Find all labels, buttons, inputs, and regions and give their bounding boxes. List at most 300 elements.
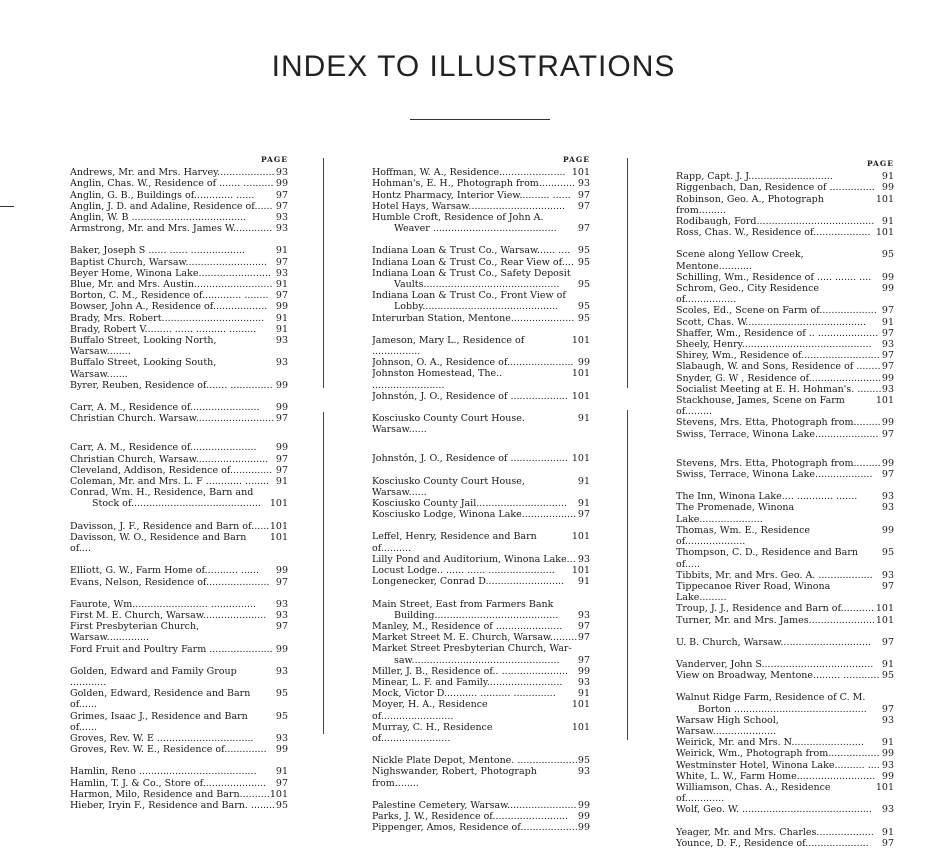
entry-text: Grimes, Isaac J., Residence and Barn of...... — [70, 710, 248, 733]
entry-text: Wolf, Geo. W. ........................................... — [676, 804, 872, 816]
index-entry — [70, 413, 288, 424]
entry-text: Humble Croft, Residence of John A. — [372, 212, 544, 224]
entry-text: Schrom, Geo., City Residence of................. — [676, 283, 820, 306]
entry-text: Palestine Cemetery, Warsaw....................... — [372, 799, 577, 811]
entry-text: Yeager, Mr. and Mrs. Charles................... — [676, 826, 874, 838]
page-number: 99 — [881, 372, 894, 384]
entry-text: Elliott, G. W., Farm Home of........... ...... — [70, 565, 259, 577]
index-entry — [676, 429, 894, 440]
index-entry — [70, 521, 288, 532]
index-entry — [70, 201, 288, 212]
entry-text: Bowser, John A., Residence of.................. — [70, 301, 268, 313]
page-column-label: PAGE — [260, 155, 288, 164]
entry-text: Cleveland, Addison, Residence of.............. — [70, 464, 273, 476]
entry-text: Main Street, East from Farmers Bank — [372, 598, 554, 610]
section-break — [676, 440, 894, 458]
page-number: 97 — [275, 777, 288, 789]
index-entry — [70, 565, 288, 576]
page-number: 97 — [881, 837, 894, 849]
page-number: 97 — [881, 305, 894, 317]
index-entry — [676, 305, 894, 316]
index-entry — [372, 279, 590, 290]
page-number: 97 — [881, 361, 894, 373]
index-entry — [676, 272, 894, 283]
page-number: 91 — [881, 658, 894, 670]
page-number: 97 — [881, 428, 894, 440]
page-number: 91 — [577, 576, 590, 588]
index-entry — [372, 766, 590, 788]
page-number: 91 — [275, 476, 288, 488]
index-entry — [676, 804, 894, 815]
page-number: 101 — [875, 603, 894, 615]
entry-text: Buffalo Street, Looking South, Warsaw....... — [70, 357, 217, 380]
index-entry — [372, 811, 590, 822]
entry-text: Rapp, Capt. J. J............................ — [676, 171, 833, 183]
entry-text: Nighswander, Robert, Photograph from........ — [372, 766, 537, 789]
index-entry — [372, 688, 590, 699]
index-entry — [676, 216, 894, 227]
page-number: 99 — [881, 182, 894, 194]
index-entry — [676, 350, 894, 361]
index-entry — [676, 395, 894, 417]
page-number: 93 — [275, 267, 288, 279]
entry-text: Kosciusko County Court House. Warsaw...... — [372, 413, 525, 436]
entry-text: Weirick, Wm., Photograph from................. — [676, 748, 880, 760]
entry-text: Slabaugh, W. and Sons, Residence of ........ — [676, 361, 881, 373]
entry-gap — [372, 465, 590, 476]
entry-text: View on Broadway, Mentone......... ............ — [676, 670, 880, 682]
page-number: 95 — [275, 710, 288, 722]
index-entry — [70, 577, 288, 588]
entry-gap — [676, 681, 894, 692]
entry-text: Pippenger, Amos, Residence of................... — [372, 822, 578, 834]
entry-text: Groves, Rev. W. E., Residence of.............. — [70, 744, 267, 756]
index-entry — [70, 290, 288, 301]
entry-text: Johnstón, J. O., Residence of ................... — [372, 453, 568, 465]
index-entry — [70, 357, 288, 379]
index-entry — [676, 384, 894, 395]
entry-text: Turner, Mr. and Mrs. James...................... — [676, 614, 876, 626]
index-entry — [372, 576, 590, 587]
page-number: 91 — [275, 312, 288, 324]
page-number: 99 — [881, 271, 894, 283]
entry-text: First Presbyterian Church, Warsaw.............. — [70, 621, 200, 644]
index-entry — [70, 442, 288, 453]
index-entry — [676, 249, 894, 271]
entry-text: Nickle Plate Depot, Mentone. .................... — [372, 755, 578, 767]
index-entry — [676, 491, 894, 502]
entry-gap — [676, 626, 894, 637]
index-entry — [676, 782, 894, 804]
index-entry — [372, 201, 590, 212]
page-number: 97 — [275, 290, 288, 302]
entry-text: Andrews, Mr. and Mrs. Harvey................... — [70, 167, 275, 179]
page-number: 91 — [881, 171, 894, 183]
page-number: 97 — [275, 453, 288, 465]
index-entry — [70, 621, 288, 643]
page-number: 97 — [275, 256, 288, 268]
index-entry — [372, 655, 590, 666]
page-number: 95 — [881, 249, 894, 261]
column-divider — [323, 158, 324, 388]
entry-text: Williamson, Chas. A., Residence of............. — [676, 781, 831, 805]
entry-text: Stackhouse, James, Scene on Farm of......... — [676, 395, 845, 418]
index-entry — [372, 167, 590, 178]
index-entry — [372, 666, 590, 677]
index-entry — [372, 509, 590, 520]
entry-text: Byrer, Reuben, Residence of....... .............. — [70, 379, 273, 391]
section-break — [372, 435, 590, 453]
index-entry — [676, 227, 894, 238]
index-entry — [372, 335, 590, 357]
entry-text: Shaffer, Wm., Residence of .. .................... — [676, 327, 879, 339]
entry-text: Hotel Hays, Warsaw................................ — [372, 200, 566, 212]
column-divider — [627, 410, 628, 740]
page-number: 91 — [577, 688, 590, 700]
page-number: 93 — [275, 609, 288, 621]
index-entry — [372, 554, 590, 565]
index-entry — [676, 525, 894, 547]
entry-text: Thomas, Wm. E., Residence of.................... — [676, 524, 811, 548]
index-entry — [676, 659, 894, 670]
index-entry — [372, 268, 590, 279]
page-number: 101 — [269, 498, 288, 510]
page-number: 99 — [577, 799, 590, 811]
page-number: 101 — [269, 788, 288, 800]
entry-text: Christian Church, Warsaw........................ — [70, 453, 269, 465]
page-number: 97 — [275, 621, 288, 633]
page-number: 93 — [881, 491, 894, 503]
index-entry — [676, 283, 894, 305]
section-break — [70, 424, 288, 442]
index-entry — [372, 212, 590, 223]
entry-text: Borton, C. M., Residence of............. ........ — [70, 290, 269, 302]
entry-text: Snyder, G. W , Residence of........................ — [676, 372, 882, 384]
index-entry — [676, 171, 894, 182]
index-entry — [676, 361, 894, 372]
entry-text: Indiana Loan & Trust Co., Warsaw...... .... — [372, 245, 571, 257]
page-number: 99 — [881, 524, 894, 536]
index-entry — [676, 715, 894, 737]
entry-text: Golden, Edward, Residence and Barn of...... — [70, 688, 251, 711]
index-entry — [70, 711, 288, 733]
page-number: 91 — [881, 737, 894, 749]
page-number: 101 — [269, 520, 288, 532]
entry-text: Schilling, Wm., Residence of ..... ....... .... — [676, 271, 872, 283]
entry-text: Hoffman, W. A., Residence...................... — [372, 167, 566, 179]
entry-text: Tibbits, Mr. and Mrs. Geo. A. .................. — [676, 569, 873, 581]
entry-text: Leffel, Henry, Residence and Barn of.......... — [372, 531, 537, 554]
page-number: 99 — [881, 417, 894, 429]
page-number: 97 — [881, 703, 894, 715]
index-entry — [70, 335, 288, 357]
entry-text: Carr, A. M., Residence of...................... — [70, 442, 257, 454]
index-column-2 — [372, 154, 590, 833]
index-entry — [676, 182, 894, 193]
page-number: 91 — [275, 766, 288, 778]
index-entry — [70, 167, 288, 178]
entry-gap — [70, 554, 288, 565]
index-entry — [70, 766, 288, 777]
index-entry — [70, 733, 288, 744]
entry-text: Baptist Church, Warsaw........................... — [70, 256, 268, 268]
index-entry — [70, 223, 288, 234]
page-number: 93 — [577, 609, 590, 621]
index-entry — [70, 190, 288, 201]
index-entry — [676, 469, 894, 480]
page-number: 97 — [577, 509, 590, 521]
index-entry — [676, 194, 894, 216]
page-number: 93 — [275, 665, 288, 677]
page-number: 97 — [275, 413, 288, 425]
index-entry — [70, 599, 288, 610]
index-entry — [676, 771, 894, 782]
page-number: 93 — [275, 732, 288, 744]
index-entry — [372, 178, 590, 189]
page-number: 99 — [881, 770, 894, 782]
index-entry — [70, 666, 288, 688]
entry-text: Ford Fruit and Poultry Farm ..................... — [70, 643, 273, 655]
page-number: 97 — [881, 580, 894, 592]
page-number: 91 — [577, 498, 590, 510]
entry-text: Brady, Robert V......... ...... .......... ......... — [70, 323, 257, 335]
entry-text: Socialist Meeting at E. H. Hohman's. ........ — [676, 383, 882, 395]
margin-mark — [0, 206, 14, 207]
entry-text: Evans, Nelson, Residence of..................... — [70, 576, 270, 588]
index-entry — [70, 178, 288, 189]
entry-text: Murray, C. H., Residence of....................... — [372, 721, 493, 744]
index-entry — [70, 279, 288, 290]
entry-text: Hamlin, T. J. & Co., Store of..................... — [70, 777, 267, 789]
page-number: 97 — [577, 632, 590, 644]
entry-gap — [676, 238, 894, 249]
index-entry — [70, 644, 288, 655]
index-entry — [70, 789, 288, 800]
page-number: 93 — [275, 357, 288, 369]
entry-text: Lobby............................................. — [394, 301, 559, 313]
index-entry — [676, 760, 894, 771]
page-number: 91 — [275, 279, 288, 291]
index-entry — [70, 324, 288, 335]
entry-text: White, L. W., Farm Home.......................... — [676, 770, 876, 782]
page-number: 97 — [577, 654, 590, 666]
entry-gap — [70, 655, 288, 666]
index-entry — [372, 621, 590, 632]
entry-text: Hieber, Iryin F., Residence and Barn. ........ — [70, 799, 276, 811]
index-entry — [70, 380, 288, 391]
page-number: 97 — [881, 636, 894, 648]
entry-text: Tippecanoe River Road, Winona Lake......... — [676, 580, 831, 604]
entry-text: Locust Lodge.. ...... ...... ...................... — [372, 565, 555, 577]
entry-text: Davisson, J. F., Residence and Barn of...... — [70, 520, 270, 532]
index-entry — [372, 357, 590, 368]
page-number: 99 — [881, 748, 894, 760]
page-number: 95 — [275, 799, 288, 811]
index-entry — [372, 531, 590, 553]
page-number: 99 — [577, 357, 590, 369]
index-entry — [676, 615, 894, 626]
page-number: 95 — [577, 245, 590, 257]
page-title: INDEX TO ILLUSTRATIONS — [271, 50, 676, 83]
page-number: 101 — [571, 531, 590, 543]
index-column-1 — [70, 154, 288, 811]
page-number: 95 — [577, 755, 590, 767]
page-number: 97 — [275, 464, 288, 476]
entry-text: Thompson, C. D., Residence and Barn of..... — [676, 547, 858, 570]
page-number: 99 — [881, 283, 894, 295]
index-entry — [372, 368, 590, 390]
entry-text: Carr, A. M., Residence of....................... — [70, 402, 260, 414]
entry-text: Miller, J. B., Residence of.. ...................... — [372, 665, 569, 677]
index-entry — [676, 570, 894, 581]
entry-gap — [372, 744, 590, 755]
index-entry — [70, 476, 288, 487]
page-number: 91 — [881, 216, 894, 228]
page-number: 93 — [881, 569, 894, 581]
entry-gap — [70, 234, 288, 245]
entry-text: Davisson, W. O., Residence and Barn of.... — [70, 531, 247, 555]
entry-text: Johnston Homestead, The.. ........................ — [372, 368, 503, 391]
index-column-3 — [676, 158, 894, 849]
index-entry — [70, 532, 288, 554]
index-entry — [676, 737, 894, 748]
entry-text: Lilly Pond and Auditorium, Winona Lake... — [372, 553, 576, 565]
page-number: 97 — [577, 200, 590, 212]
page-number: 93 — [577, 676, 590, 688]
index-entry — [70, 402, 288, 413]
page-number: 101 — [571, 334, 590, 346]
index-entry — [676, 339, 894, 350]
page-number: 99 — [275, 301, 288, 313]
entry-text: Anglin, J. D. and Adaline, Residence of...... — [70, 200, 273, 212]
entry-gap — [372, 324, 590, 335]
entry-text: Shirey, Wm., Residence of.......................... — [676, 350, 880, 362]
index-entry — [676, 373, 894, 384]
page-number: 93 — [275, 223, 288, 235]
page-number: 101 — [875, 227, 894, 239]
entry-text: Walnut Ridge Farm, Residence of C. M. — [676, 692, 866, 704]
entry-gap — [70, 755, 288, 766]
index-entry — [372, 223, 590, 234]
page-number: 97 — [275, 189, 288, 201]
index-entry — [676, 317, 894, 328]
page-column-label: PAGE — [562, 155, 590, 164]
entry-text: Groves, Rev. W. E ................................ — [70, 732, 254, 744]
index-entry — [372, 755, 590, 766]
entry-text: Indiana Loan & Trust Co., Safety Deposit — [372, 267, 571, 279]
page-number: 99 — [577, 822, 590, 834]
entry-gap — [372, 402, 590, 413]
page-number: 97 — [275, 576, 288, 588]
entry-gap — [676, 480, 894, 491]
page-number: 93 — [577, 178, 590, 190]
page-number: 101 — [571, 167, 590, 179]
index-entry — [70, 268, 288, 279]
page-number: 95 — [881, 670, 894, 682]
index-entry — [372, 257, 590, 268]
entry-text: Faurote, Wm......................... ............... — [70, 598, 257, 610]
entry-gap — [372, 234, 590, 245]
entry-text: Beyer Home, Winona Lake........................ — [70, 267, 271, 279]
index-entry — [372, 453, 590, 464]
entry-text: Parks, J. W., Residence of......................... — [372, 810, 568, 822]
index-entry — [372, 498, 590, 509]
entry-text: The Inn, Winona Lake.... ............ ....... — [676, 491, 858, 503]
page-number: 99 — [275, 379, 288, 391]
entry-text: Anglin, G. B., Buildings of............. ...... — [70, 189, 255, 201]
page-number: 93 — [881, 804, 894, 816]
entry-gap — [70, 588, 288, 599]
entry-text: Market Street Presbyterian Church, War- — [372, 643, 572, 655]
entry-text: Kosciusko County Court House, Warsaw...... — [372, 475, 525, 498]
entry-text: Conrad, Wm. H., Residence, Barn and — [70, 487, 254, 499]
entry-text: First M. E. Church, Warsaw..................... — [70, 609, 267, 621]
page-number: 101 — [571, 368, 590, 380]
entry-text: Ross, Chas. W., Residence of................... — [676, 227, 871, 239]
entry-text: Scene along Yellow Creek, Mentone........... — [676, 249, 804, 272]
entry-text: Jameson, Mary L., Residence of ................ — [372, 334, 525, 358]
index-entry — [372, 290, 590, 301]
index-entry — [676, 581, 894, 603]
entry-text: Warsaw High School, Warsaw..................... — [676, 714, 779, 737]
index-entry — [70, 301, 288, 312]
entry-text: Mock, Victor D........... .......... .............. — [372, 688, 556, 700]
entry-text: Anglin, Chas. W., Residence of ....... .......... — [70, 178, 274, 190]
entry-text: Stevens, Mrs. Etta, Photograph from......... — [676, 457, 881, 469]
page-number: 95 — [275, 688, 288, 700]
index-entry — [372, 722, 590, 744]
entry-text: Baker, Joseph S ...... ...... .................. — [70, 245, 245, 257]
page-number: 95 — [577, 279, 590, 291]
index-entry — [70, 778, 288, 789]
entry-text: Blue, Mr. and Mrs. Austin.......................... — [70, 279, 273, 291]
entry-text: Kosciusko Lodge, Winona Lake.................. — [372, 509, 577, 521]
column-divider — [323, 412, 324, 734]
page-number: 91 — [577, 475, 590, 487]
page-number: 97 — [577, 189, 590, 201]
page-number: 99 — [275, 442, 288, 454]
page-number: 101 — [571, 721, 590, 733]
index-entry — [676, 748, 894, 759]
entry-text: Hohman's, E. H., Photograph from............ — [372, 178, 576, 190]
page-number: 95 — [577, 312, 590, 324]
index-entry — [676, 637, 894, 648]
index-entry — [676, 603, 894, 614]
page-number: 97 — [577, 223, 590, 235]
entry-gap — [372, 520, 590, 531]
index-entry — [372, 632, 590, 643]
entry-gap — [70, 510, 288, 521]
entry-text: Indiana Loan & Trust Co., Front View of — [372, 290, 566, 302]
index-entry — [70, 487, 288, 498]
page-number: 93 — [881, 339, 894, 351]
page-number: 99 — [275, 744, 288, 756]
index-entry — [70, 800, 288, 811]
index-entry — [372, 699, 590, 721]
page-number: 93 — [881, 759, 894, 771]
entry-gap — [676, 648, 894, 659]
entry-text: Market Street M. E. Church, Warsaw......... — [372, 632, 578, 644]
page-number: 99 — [577, 665, 590, 677]
entry-text: Swiss, Terrace, Winona Lake..................... — [676, 428, 879, 440]
entry-text: Harmon, Milo, Residence and Barn.......... — [70, 788, 270, 800]
entry-text: Indiana Loan & Trust Co., Rear View of.... — [372, 256, 574, 268]
index-entry — [70, 245, 288, 256]
index-entry — [372, 800, 590, 811]
index-entry — [70, 212, 288, 223]
entry-text: Interurban Station, Mentone..................... — [372, 312, 575, 324]
index-entry — [372, 599, 590, 610]
